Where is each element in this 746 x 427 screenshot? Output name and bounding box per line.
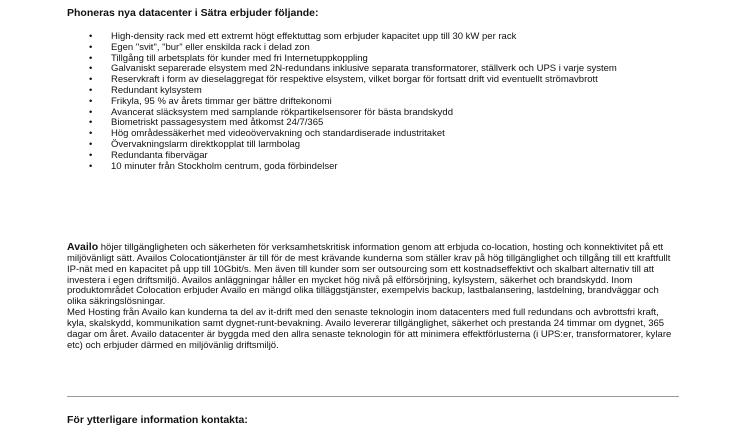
list-item: • Avancerat släcksystem med samplande rökpartikelsensorer för bästa brandskydd — [67, 108, 677, 119]
list-item: • Reservkraft i form av dieselaggregat för respektive elsystem, vilket borgar för fortsatt drift vid eventuellt strömavbrott — [67, 75, 677, 86]
list-item: • Egen "svit", "bur" eller enskilda rack i delad zon — [67, 43, 677, 54]
list-item: • High-density rack med ett extremt högt effektuttag som erbjuder kapacitet upp till 30 kW per rack — [67, 32, 677, 43]
paragraph-colocation: höjer tillgängligheten och säkerheten för verksamhetskritisk information genom att erbjuda co-location, hosting och konnektivitet på ett miljövänligt sätt. Availos Colocationtjänster är till för de mest krävande kunderna som ställer krav på hög tillgänglighet och tillgång till ett kraftfullt IP-nät med en kapacitet på upp till 10Gbit/s. Men även till kunder som ser outsourcing som ett kostnadseffektivt och skalbart alternativ till att investera i egen driftsmiljö. Availos anläggningar håller en mycket hög nivå på elförsörjning, kylsystem, säkerhet och brandskydd. Inom produktområdet Colocation erbjuder Availo en mängd olika tilläggstjänster, exempelvis backup, lastbalansering, lastdelning, brandväggar och olika säkringslösningar. — [67, 242, 671, 308]
about-availo-text — [67, 242, 679, 351]
list-item: • Galvaniskt separerade elsystem med 2N-redundans inklusive separata transformatorer, ställverk och UPS i varje system — [67, 64, 677, 75]
contact-heading: För ytterligare information kontakta: — [67, 414, 248, 426]
paragraph-hosting: Med Hosting från Availo kan kunderna ta del av it-drift med den senaste teknologin inom datacenters med full redundans och avbrottsfri kraft, kyla, skalskydd, kommunikation samt dygnet-runt-bevakning. Availo levererar tillgänglighet, säkerhet och prestanda 24 timmar om dygnet, 365 dagar om året. Availo datacenter är byggda med den allra senaste teknologin för att minimera effektförlusterna (i UPS:er, transformatorer, kylare etc) och erbjuder därmed en miljövänlig driftsmiljö. — [67, 307, 672, 351]
list-item: • Tillgång till arbetsplats för kunder med fri Internetuppkoppling — [67, 54, 677, 65]
section-divider — [67, 396, 679, 397]
features-list — [67, 32, 677, 172]
list-item: • Frikyla, 95 % av årets timmar ger bättre driftekonomi — [67, 97, 677, 108]
list-item: • Biometriskt passagesystem med åtkomst 24/7/365 — [67, 118, 677, 129]
list-item: • Hög områdessäkerhet med videoövervakning och standardiserade industritaket — [67, 129, 677, 140]
features-heading: Phoneras nya datacenter i Sätra erbjuder följande: — [67, 7, 319, 19]
list-item: • Övervakningslarm direktkopplat till larmbolag — [67, 140, 677, 151]
brand-name: Availo — [67, 241, 99, 253]
list-item: • Redundant kylsystem — [67, 86, 677, 97]
list-item: • Redundanta fibervägar — [67, 151, 677, 162]
list-item: • 10 minuter från Stockholm centrum, goda förbindelser — [67, 162, 677, 173]
